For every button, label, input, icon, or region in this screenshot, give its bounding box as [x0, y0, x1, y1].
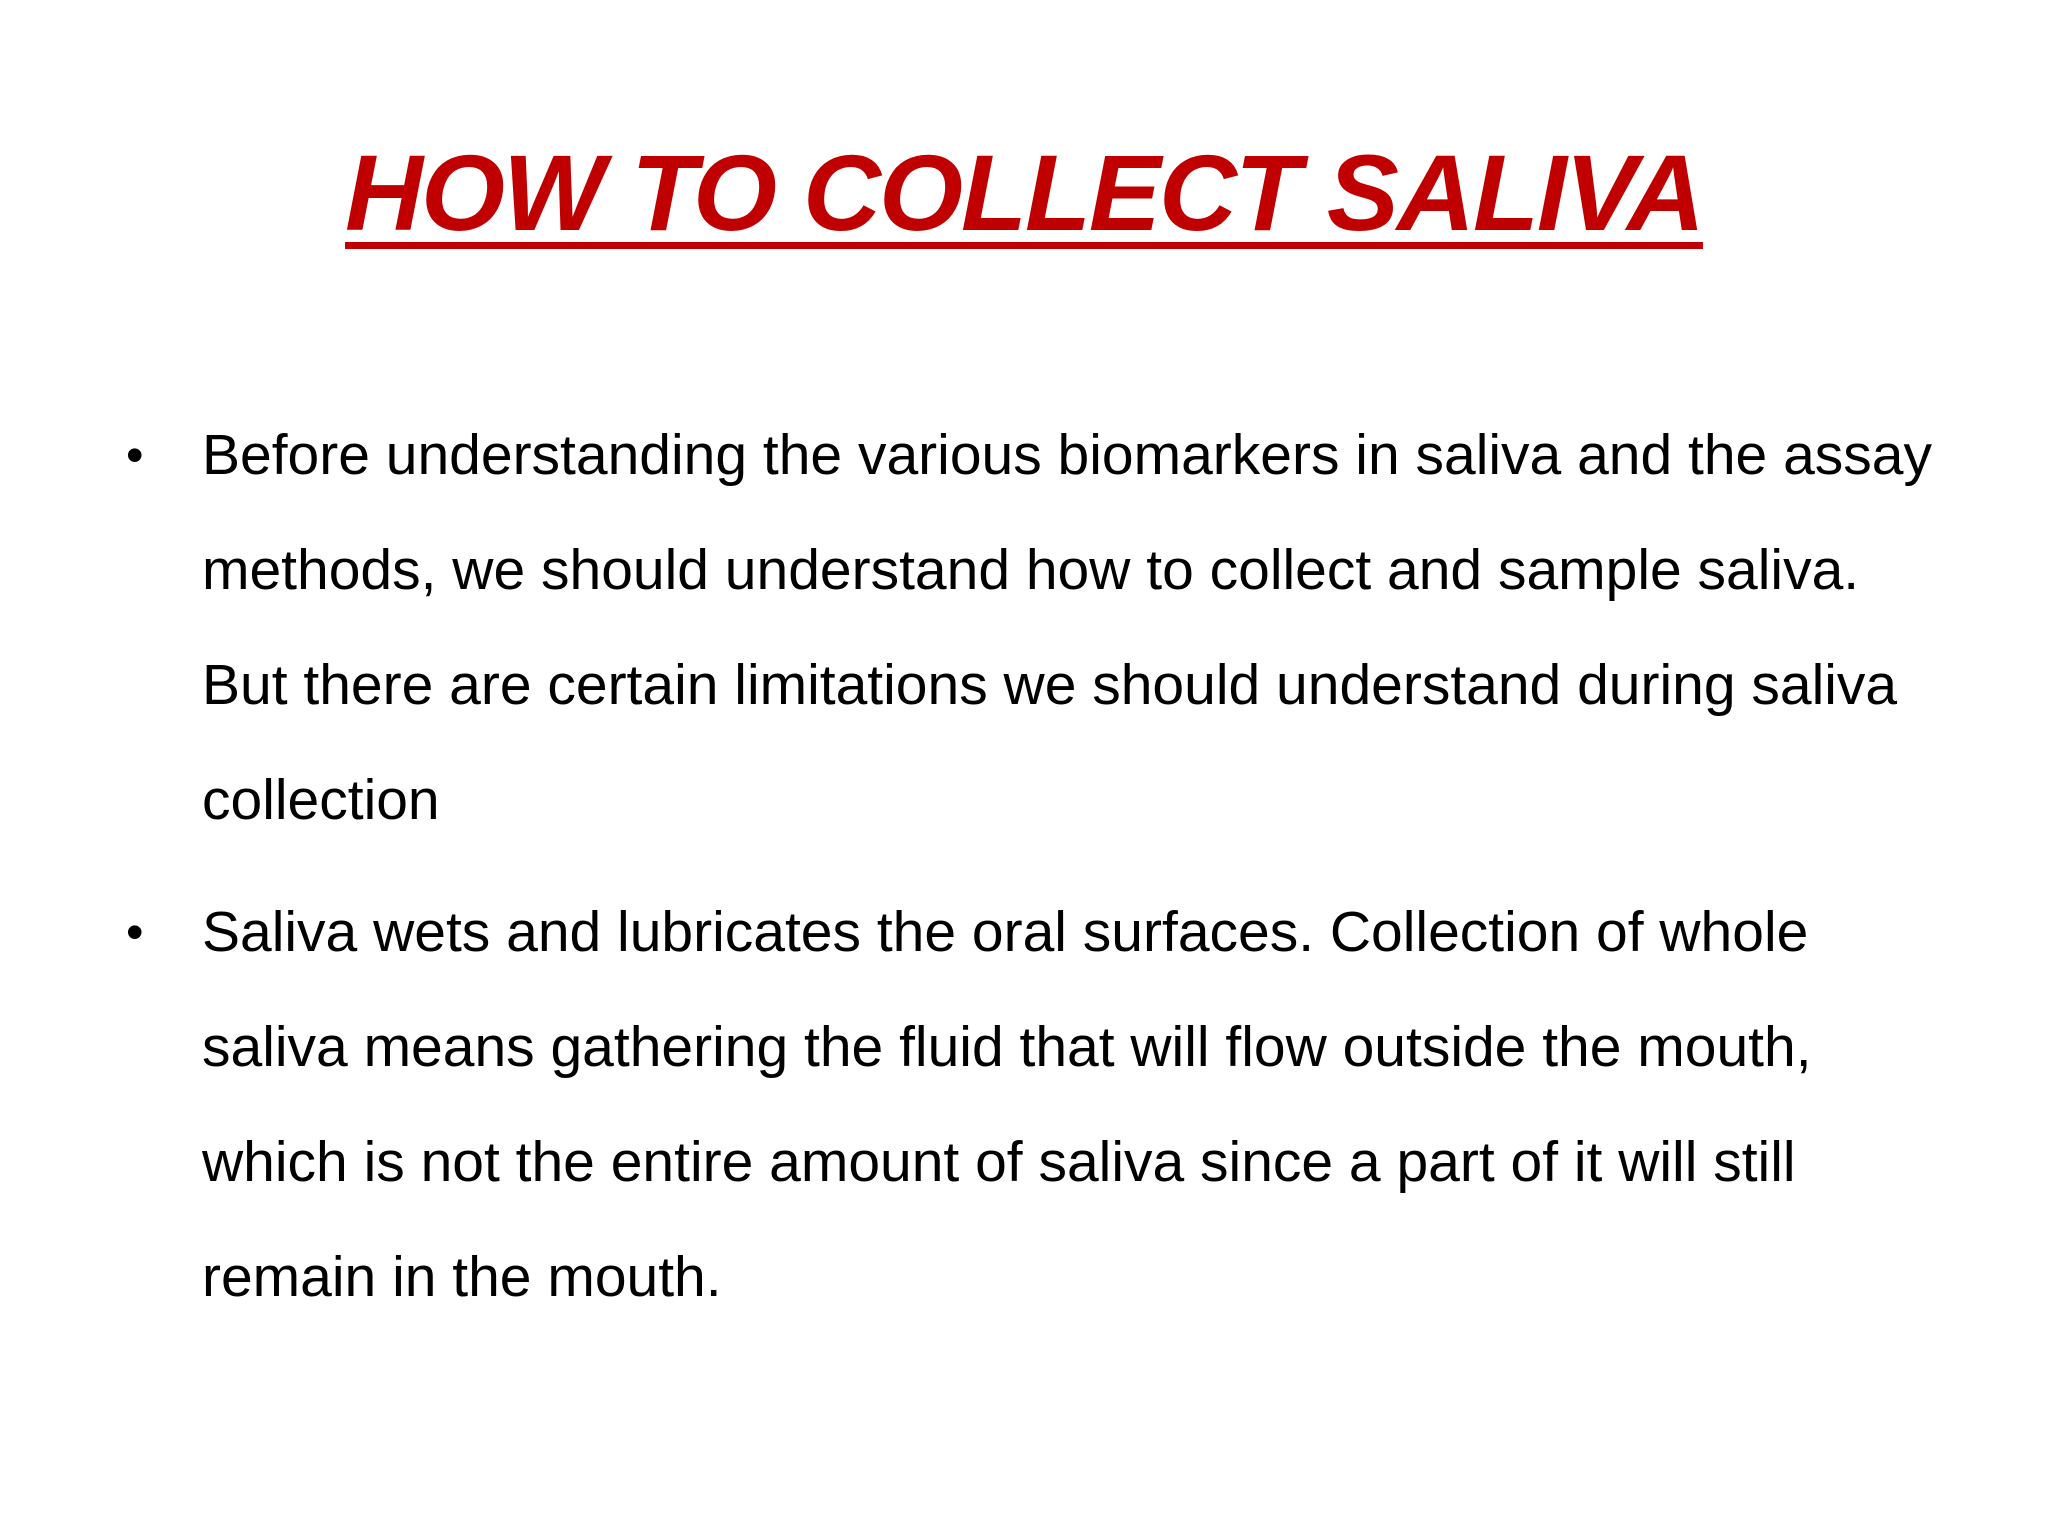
- bullet-point-icon: •: [126, 427, 144, 483]
- bullet-list: [120, 398, 1950, 1335]
- bullet-text: Saliva wets and lubricates the oral surfaces. Collection of whole saliva means gathering the fluid that will flow outside the mouth, which is not the entire amount of saliva since a part of it will still remain in the mouth.: [202, 900, 1812, 1309]
- slide-title: HOW TO COLLECT SALIVA: [345, 132, 1703, 253]
- bullet-item: [120, 875, 1950, 1335]
- bullet-item: [120, 398, 1950, 858]
- bullet-text: Before understanding the various biomarkers in saliva and the assay methods, we should understand how to collect and sample saliva. But there are certain limitations we should understand during saliva collection: [202, 423, 1932, 832]
- bullet-point-icon: •: [126, 904, 144, 960]
